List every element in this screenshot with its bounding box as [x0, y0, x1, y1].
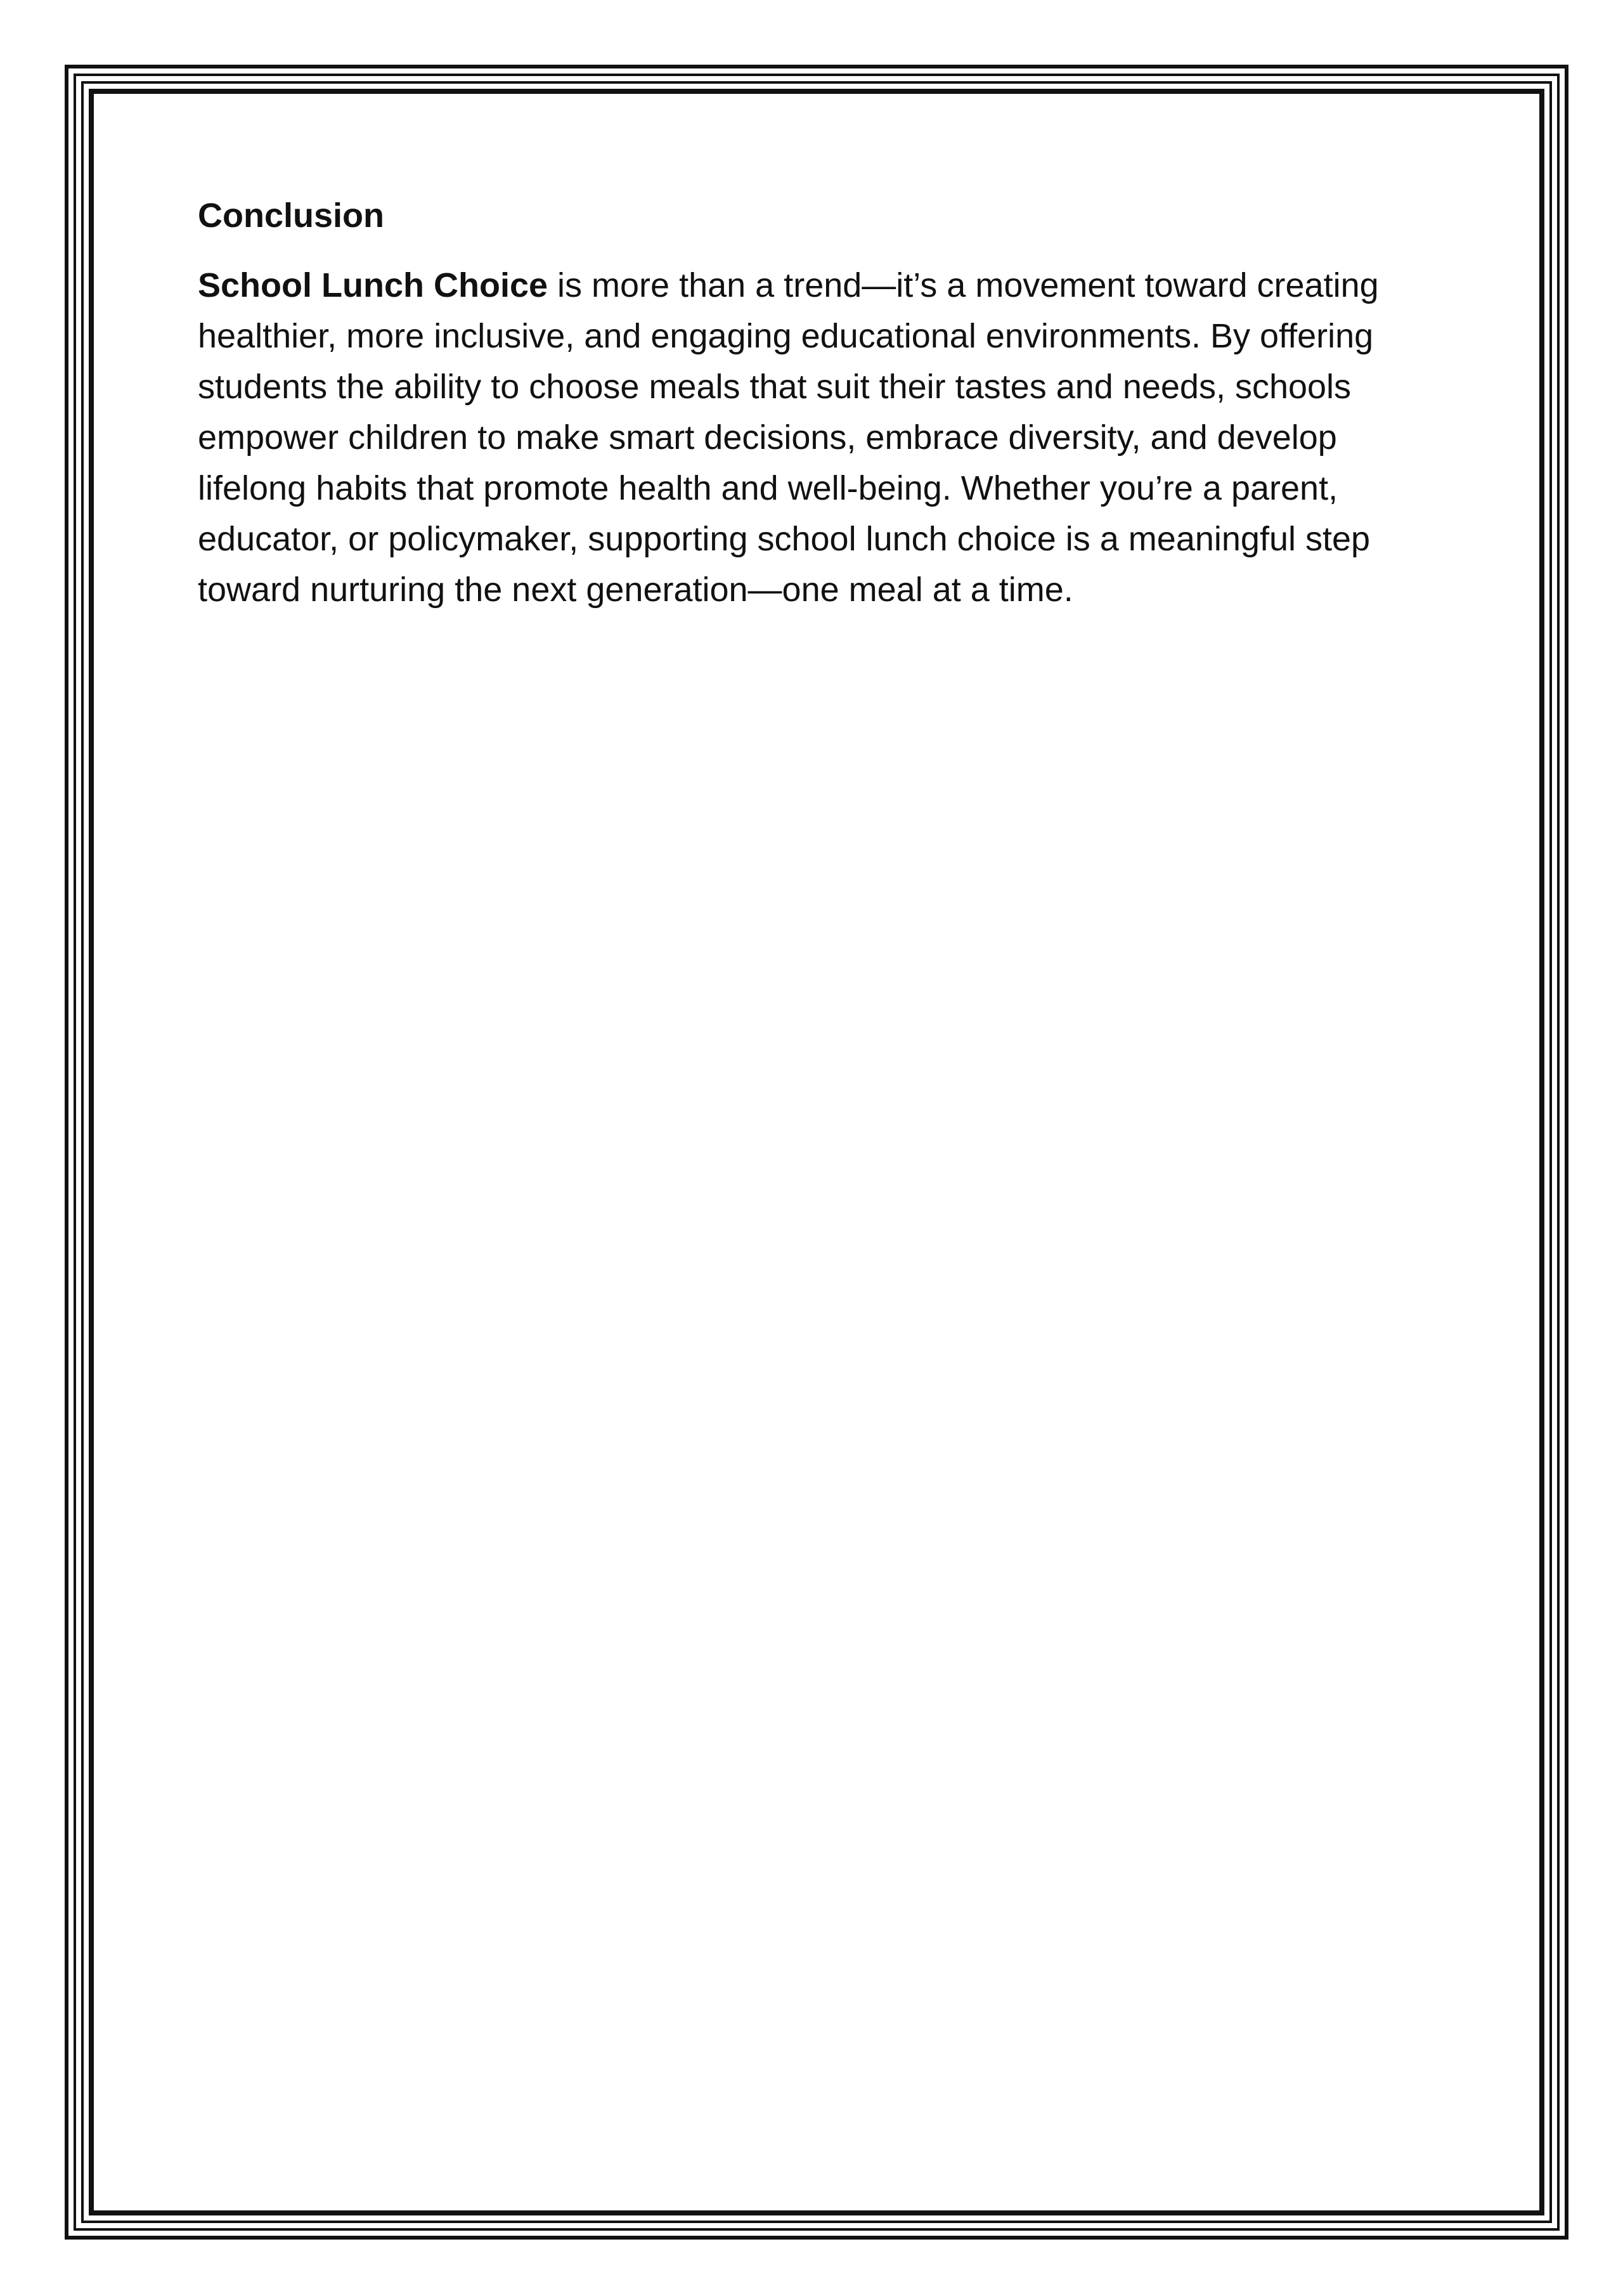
- paragraph-line: lifelong habits that promote health and well-being. Whether you’re a parent,: [198, 469, 1338, 507]
- paragraph-line: students the ability to choose meals that suit their tastes and needs, schools: [198, 368, 1352, 406]
- paragraph-line: healthier, more inclusive, and engaging educational environments. By offering: [198, 317, 1374, 355]
- paragraph-line: toward nurturing the next generation—one meal at a time.: [198, 571, 1073, 609]
- paragraph-line: [198, 260, 1440, 311]
- paragraph-line: empower children to make smart decisions, embrace diversity, and develop: [198, 418, 1337, 457]
- paragraph-line: educator, or policymaker, supporting school lunch choice is a meaningful step: [198, 520, 1371, 558]
- conclusion-paragraph: [198, 260, 1440, 615]
- bold-lead-text: School Lunch Choice: [198, 266, 548, 304]
- paragraph-line-text: is more than a trend—it’s a movement toward creating: [548, 266, 1379, 304]
- section-heading: Conclusion: [198, 197, 384, 235]
- document-content: [198, 190, 1440, 615]
